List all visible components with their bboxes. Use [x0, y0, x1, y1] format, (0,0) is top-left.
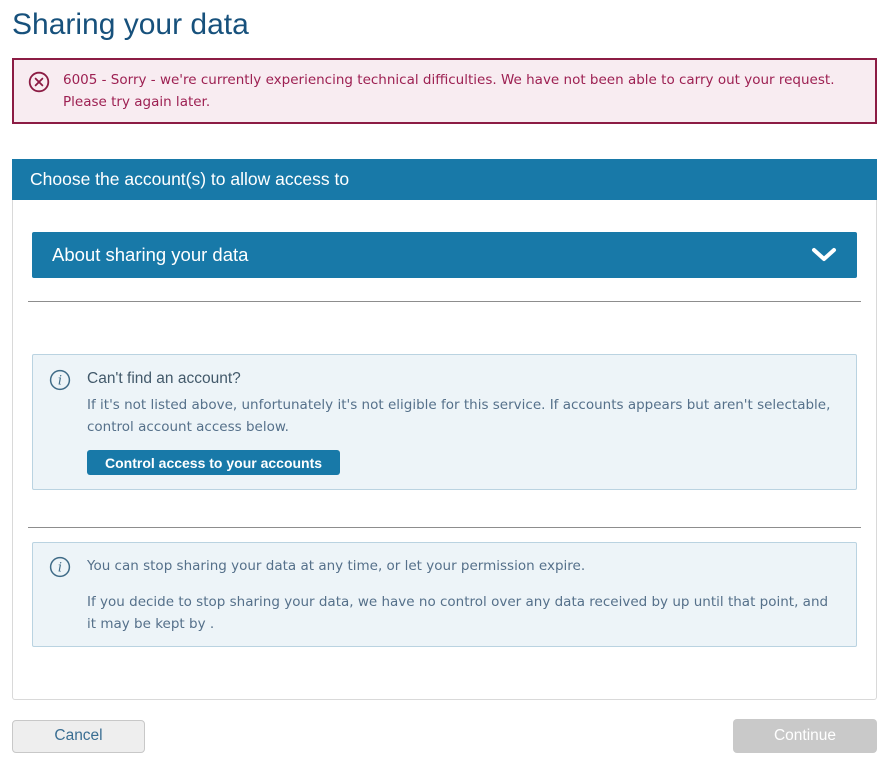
divider [28, 301, 861, 302]
control-access-button[interactable]: Control access to your accounts [87, 450, 340, 475]
info-icon [49, 556, 71, 635]
info-icon [49, 369, 71, 475]
chevron-down-icon [811, 247, 837, 263]
svg-text:i: i [57, 373, 63, 389]
svg-text:i: i [57, 560, 63, 576]
page-container [0, 6, 889, 753]
info-box-title: Can't find an account? [87, 370, 241, 387]
accordion-label: About sharing your data [52, 244, 249, 265]
info-box-line2: If you decide to stop sharing your data, we have no control over any data received by up until that point, and it may be kept by . [87, 594, 829, 632]
cancel-button[interactable]: Cancel [12, 720, 145, 753]
section-header-choose-accounts [12, 159, 877, 200]
info-box-body: If it's not listed above, unfortunately it's not eligible for this service. If accounts appears but aren't selectable, control account access below. [87, 397, 831, 435]
info-box-stop-sharing [32, 542, 857, 647]
section-header-label: Choose the account(s) to allow access to [30, 169, 350, 189]
continue-button[interactable]: Continue [733, 719, 877, 753]
error-circle-x-icon [28, 71, 50, 100]
error-alert [12, 58, 877, 124]
info-box-line1: You can stop sharing your data at any time, or let your permission expire. [87, 558, 586, 574]
error-alert-message: 6005 - Sorry - we're currently experiencing technical difficulties. We have not been able to carry out your request. Please try again later. [63, 72, 835, 110]
accordion-about-sharing[interactable] [32, 232, 857, 278]
footer-actions [12, 719, 877, 753]
page-title: Sharing your data [12, 8, 249, 41]
divider [28, 527, 861, 528]
info-box-cant-find-account [32, 354, 857, 490]
accounts-panel [12, 200, 877, 700]
